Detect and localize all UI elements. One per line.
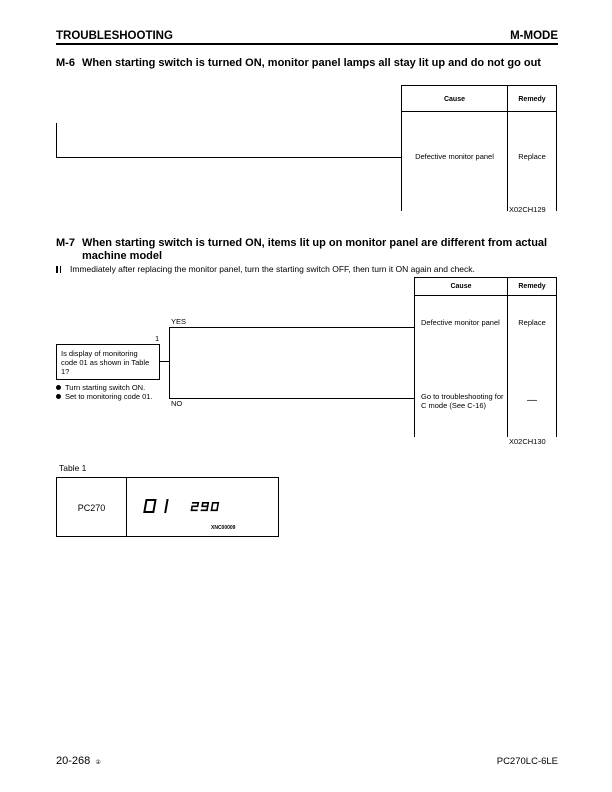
header-mode-title: M-MODE [510,30,558,42]
m7-note [56,264,475,274]
m7-no-line [169,398,414,399]
m7-title: When starting switch is turned ON, items lit up on monitor panel are different from actual machine model [82,237,548,262]
table1-caption: Table 1 [59,463,87,473]
m7-figure-code: X02CH130 [509,437,546,446]
footer-page-number: 20-268 [56,755,91,767]
m7-no-remedy: — [527,395,537,406]
footer-page [56,755,101,767]
monitor-display-graphic [143,497,243,515]
m7-yes-line [169,327,414,328]
bullet-icon [56,385,61,390]
table1 [56,477,279,537]
header-section-title: TROUBLESHOOTING [56,30,173,42]
m7-yes-remedy: Replace [518,318,546,327]
info-icon [56,266,61,273]
m7-remedy-header: Remedy [518,283,546,290]
m7-yes-label: YES [171,317,187,326]
m7-yes-cause: Defective monitor panel [421,318,500,327]
m7-question-box [56,344,160,380]
bullet-icon [56,394,61,399]
m6-remedy: Replace [518,152,546,161]
m7-condition-item: Set to monitoring code 01. [56,392,156,401]
m7-question-number: 1 [155,334,160,343]
m6-figure-code: X02CH129 [509,205,546,214]
m6-title: When starting switch is turned ON, monitor panel lamps all stay lit up and do not go out [82,57,541,69]
m7-cause-header: Cause [450,283,472,290]
footer-revision-mark: ② [95,760,101,766]
m6-number: M-6 [56,57,75,69]
m7-no-label: NO [171,399,183,408]
m7-question: Is display of monitoring code 01 as shown in Table 1? [61,349,150,376]
m6-connector-vertical [56,123,57,158]
table1-model: PC270 [77,503,106,513]
m6-remedy-header: Remedy [518,96,546,103]
table1-image-code: XNC00009 [211,525,236,531]
m7-conditions [56,383,156,401]
m6-cause-header: Cause [443,96,465,103]
m6-heading [56,57,556,85]
m7-branch-vertical [169,327,170,399]
m7-no-cause: Go to troubleshooting for C mode (See C-16) [421,392,504,410]
m6-cause: Defective monitor panel [415,152,494,161]
footer-model: PC270LC-6LE [496,756,558,767]
m6-connector-horizontal [56,157,401,158]
m7-note-text: Immediately after replacing the monitor panel, turn the starting switch OFF, then turn it ON again and check. [70,264,475,274]
m7-number: M-7 [56,237,75,249]
m7-heading [56,237,556,265]
m7-condition-item: Turn starting switch ON. [56,383,156,392]
header-rule [56,43,558,45]
